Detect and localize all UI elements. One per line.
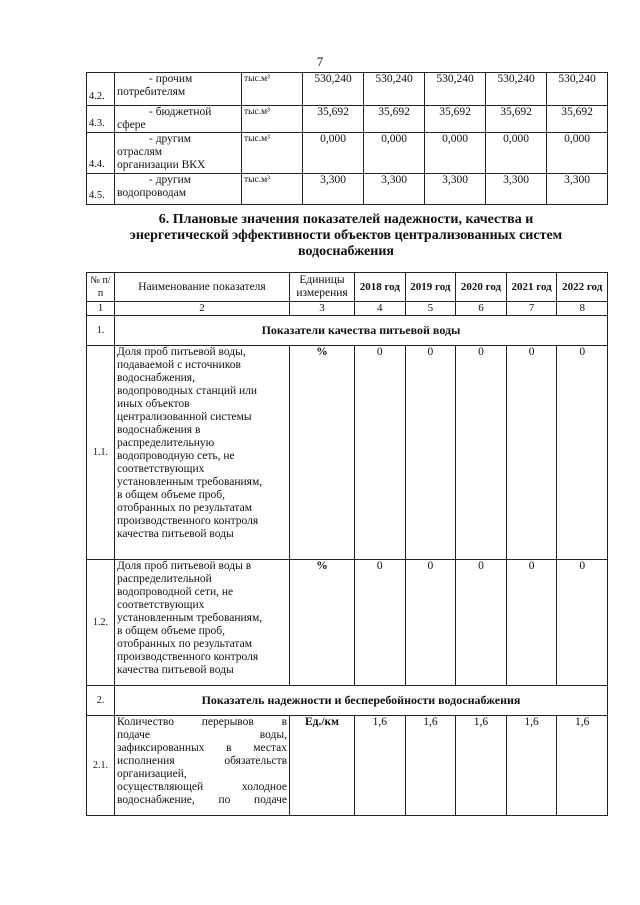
row-name-line: сфере [117, 119, 146, 131]
column-number: 5 [405, 302, 456, 316]
column-numbers-row [87, 302, 608, 316]
indicator-name-line: подаваемой с источников [117, 359, 241, 371]
indicator-name-line: водоснабжения, [117, 372, 195, 384]
row-value: 0,000 [364, 133, 425, 174]
column-number: 2 [115, 302, 290, 316]
indicator-value: 0 [557, 560, 608, 686]
indicator-name-line: подаче воды, [117, 729, 287, 741]
row-value: 530,240 [364, 73, 425, 106]
indicator-name-line: водопроводных станций или [117, 385, 258, 397]
row-unit: тыс.м³ [242, 133, 303, 174]
column-number: 8 [557, 302, 608, 316]
indicator-name-line: качества питьевой воды [117, 664, 234, 676]
indicator-name-line: водоснабжение, по подаче [117, 794, 287, 806]
table-row [87, 106, 608, 133]
row-value: 530,240 [303, 73, 364, 106]
indicator-name-line: иных объектов [117, 398, 190, 410]
row-name-line: отраслям [117, 146, 163, 158]
indicator-name-line: зафиксированных в местах [117, 742, 287, 754]
row-value: 35,692 [425, 106, 486, 133]
indicator-row [87, 346, 608, 560]
row-value: 530,240 [425, 73, 486, 106]
row-value: 530,240 [547, 73, 608, 106]
row-value: 3,300 [364, 174, 425, 205]
group-title: Показатель надежности и бесперебойности водоснабжения [115, 686, 608, 716]
header-year: 2018 год [355, 273, 406, 302]
indicator-unit: Ед./км [290, 716, 355, 816]
indicator-name-line: водопроводной сети, не [117, 586, 234, 598]
row-value: 35,692 [486, 106, 547, 133]
row-number: 4.3. [87, 106, 115, 133]
indicator-name-line: централизованной системы [117, 411, 252, 423]
indicator-row [87, 560, 608, 686]
column-number: 4 [355, 302, 406, 316]
column-number: 3 [290, 302, 355, 316]
row-value: 35,692 [364, 106, 425, 133]
indicator-name-line: организацией, [117, 768, 187, 780]
group-row [87, 316, 608, 346]
indicator-name-line: распределительной [117, 573, 212, 585]
indicator-value: 1,6 [506, 716, 557, 816]
row-name [115, 106, 242, 133]
column-number: 1 [87, 302, 115, 316]
row-value: 3,300 [303, 174, 364, 205]
indicator-name-line: в общем объеме проб, [117, 625, 226, 637]
table-header-row [87, 273, 608, 302]
section-title-line: 6. Плановые значения показателей надежности, качества и [158, 212, 534, 227]
row-value: 3,300 [547, 174, 608, 205]
indicator-value: 0 [506, 346, 557, 560]
row-value: 3,300 [486, 174, 547, 205]
row-value: 35,692 [303, 106, 364, 133]
row-name [115, 174, 242, 205]
indicator-name-line: водопроводную сеть, не [117, 450, 235, 462]
section-title-line: энергетической эффективности объектов централизованных систем [129, 228, 563, 243]
header-unit: Единицы измерения [290, 273, 355, 302]
section-title-line: водоснабжения [298, 244, 394, 259]
indicator-name-line: производственного контроля [117, 515, 259, 527]
row-value: 0,000 [425, 133, 486, 174]
indicator-name-line: Доля проб питьевой воды, [117, 346, 246, 358]
row-number: 4.5. [87, 174, 115, 205]
indicator-name [115, 716, 290, 816]
group-number: 1. [87, 316, 115, 346]
header-year: 2022 год [557, 273, 608, 302]
indicator-value: 1,6 [405, 716, 456, 816]
indicator-name-line: отобранных по результатам [117, 638, 252, 650]
indicator-name-line: исполнения обязательств [117, 755, 287, 767]
indicator-name-line: Количество перерывов в [117, 716, 287, 728]
volume-table-continuation [86, 72, 608, 205]
indicator-name [115, 560, 290, 686]
header-name: Наименование показателя [115, 273, 290, 302]
indicator-value: 0 [405, 346, 456, 560]
group-row [87, 686, 608, 716]
indicator-number: 1.1. [87, 346, 115, 560]
header-year: 2020 год [456, 273, 507, 302]
row-value: 0,000 [303, 133, 364, 174]
indicator-unit: % [290, 346, 355, 560]
indicator-value: 0 [405, 560, 456, 686]
indicator-unit: % [290, 560, 355, 686]
indicator-name-line: распределительную [117, 437, 215, 449]
row-value: 35,692 [547, 106, 608, 133]
row-name-line: организации ВКХ [117, 159, 206, 171]
row-name-line: - другим [149, 174, 192, 186]
group-number: 2. [87, 686, 115, 716]
indicator-value: 1,6 [456, 716, 507, 816]
indicator-value: 0 [456, 560, 507, 686]
column-number: 6 [456, 302, 507, 316]
indicator-name-line: установленным требованиям, [117, 612, 263, 624]
row-name-line: потребителям [117, 86, 186, 98]
row-value: 0,000 [486, 133, 547, 174]
table-row [87, 174, 608, 205]
indicators-table [86, 272, 608, 816]
indicator-value: 1,6 [557, 716, 608, 816]
header-year: 2019 год [405, 273, 456, 302]
indicator-name-line: водоснабжения в [117, 424, 201, 436]
indicator-value: 0 [355, 346, 406, 560]
indicator-value: 0 [557, 346, 608, 560]
indicator-value: 0 [506, 560, 557, 686]
row-name-line: - прочим [149, 73, 193, 85]
row-name-line: водопроводам [117, 187, 187, 199]
row-unit: тыс.м³ [242, 106, 303, 133]
row-name [115, 73, 242, 106]
table-row [87, 73, 608, 106]
column-number: 7 [506, 302, 557, 316]
page-number: 7 [316, 54, 324, 69]
indicator-value: 1,6 [355, 716, 406, 816]
indicator-value: 0 [456, 346, 507, 560]
row-number: 4.2. [87, 73, 115, 106]
indicator-name-line: качества питьевой воды [117, 528, 234, 540]
indicator-name-line: производственного контроля [117, 651, 259, 663]
indicator-row [87, 716, 608, 816]
row-number: 4.4. [87, 133, 115, 174]
header-num: № п/п [87, 273, 115, 302]
indicator-name-line: Доля проб питьевой воды в [117, 560, 252, 572]
indicator-name-line: соответствующих [117, 463, 205, 475]
indicator-number: 1.2. [87, 560, 115, 686]
indicator-name-line: осуществляющей холодное [117, 781, 287, 793]
row-name [115, 133, 242, 174]
row-value: 0,000 [547, 133, 608, 174]
indicator-value: 0 [355, 560, 406, 686]
table-row [87, 133, 608, 174]
row-unit: тыс.м³ [242, 73, 303, 106]
row-value: 3,300 [425, 174, 486, 205]
indicator-name-line: отобранных по результатам [117, 502, 252, 514]
group-title: Показатели качества питьевой воды [115, 316, 608, 346]
section-title [86, 212, 606, 260]
indicator-name-line: соответствующих [117, 599, 205, 611]
indicator-number: 2.1. [87, 716, 115, 816]
header-year: 2021 год [506, 273, 557, 302]
indicator-name [115, 346, 290, 560]
indicator-name-line: установленным требованиям, [117, 476, 263, 488]
row-name-line: - бюджетной [149, 106, 212, 118]
row-value: 530,240 [486, 73, 547, 106]
row-unit: тыс.м³ [242, 174, 303, 205]
row-name-line: - другим [149, 133, 192, 145]
indicator-name-line: в общем объеме проб, [117, 489, 226, 501]
